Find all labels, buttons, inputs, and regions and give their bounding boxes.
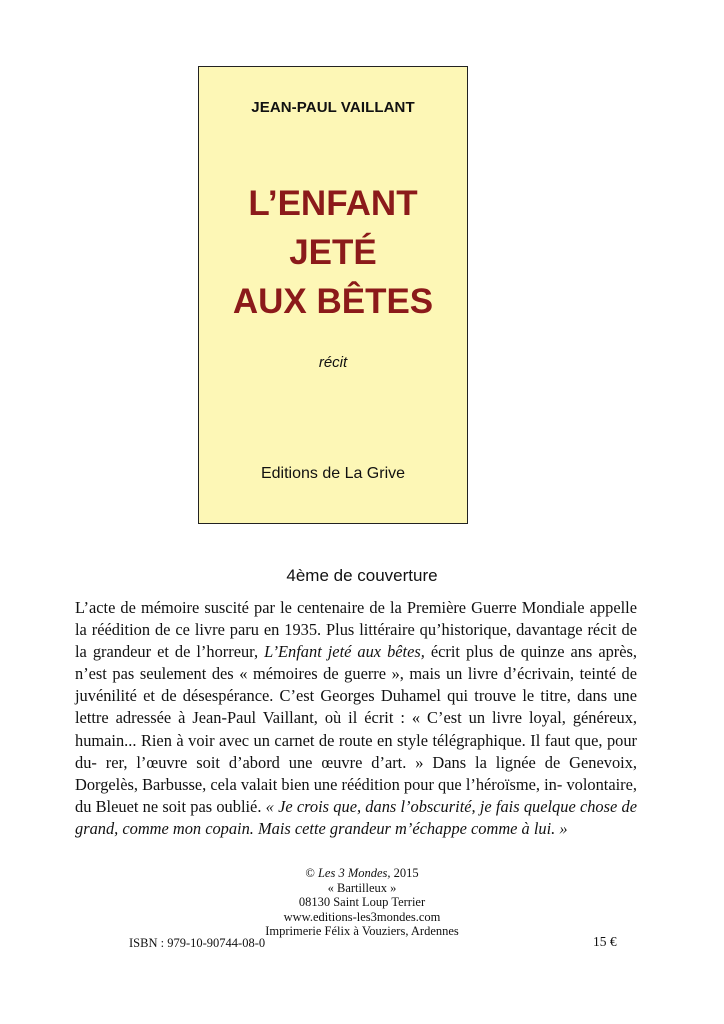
back-cover-heading: 4ème de couverture [286,566,438,585]
cover-title-line: AUX BÊTES [232,282,434,321]
cover-title-line: JETÉ [289,233,377,272]
back-cover-blurb [75,597,637,840]
price: 15 € [593,934,617,949]
copyright-symbol: © [305,866,315,880]
publisher-name: Les 3 Mondes, [317,866,391,880]
blurb-paragraph [75,597,637,840]
blurb-text: L’acte de mémoire suscité par le centenaire de la Première Guerre Mondiale appelle la réédition de ce livre paru en 1935. Plus littéraire qu’historique, davantage récit de la grandeur et de l’horreur, [75,598,637,662]
address-line: « Bartilleux » [327,880,397,895]
cover-author: JEAN-PAUL VAILLANT [251,99,415,116]
cover-title [199,179,467,326]
blurb-book-title: L’Enfant jeté aux bêtes, [264,642,425,662]
colophon [0,866,724,939]
copyright-line [0,866,724,881]
copyright-year: 2015 [393,866,419,880]
isbn: ISBN : 979-10-90744-08-0 [129,936,266,950]
blurb-quote: « Je crois que, dans l’obscurité, je fais quelque chose de grand, comme mon copain. Mais cette grandeur m’échappe comme à lui. » [75,796,637,838]
blurb-text: écrit plus de quinze ans après, n’est pas seulement des « mémoires de guerre », mais un livre d’écrivain, teinté de juvénilité et de désespérance. C’est Georges Duhamel qui trouve le titre, dans une lettre adressée à Jean-Paul Vaillant, où il écrit : « C’est un livre loyal, généreux, humain... Rien à voir avec un carnet de route en style télégraphique. Il faut que, pour du- rer, l’œuvre soit d’abord une œuvre d’art. » Dans la lignée de Genevoix, Dorgelès, Barbusse, cela valait bien une réédition pour que l’héroïsme, in- volontaire, du Bleuet ne soit pas oublié. [75,642,637,816]
printer-line: Imprimerie Félix à Vouziers, Ardennes [265,924,459,939]
cover-title-line: L’ENFANT [248,184,418,223]
address-line: 08130 Saint Loup Terrier [298,895,426,910]
cover-genre: récit [318,354,348,371]
cover-publisher: Editions de La Grive [260,465,406,482]
website-link[interactable]: www.editions-les3mondes.com [283,909,441,924]
book-cover [198,66,468,524]
